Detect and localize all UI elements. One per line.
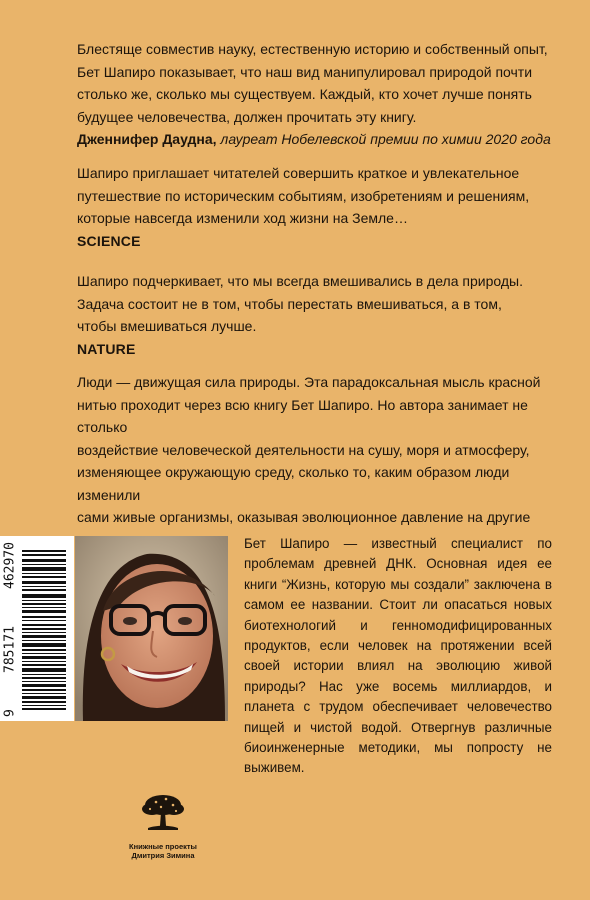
barcode-digit-group: 462970 xyxy=(2,542,18,589)
author-bio xyxy=(244,534,552,779)
quote-doudna xyxy=(77,38,557,151)
quote-science xyxy=(77,162,557,252)
quote-line: сами живые организмы, оказывая эволюционное давление на другие xyxy=(77,509,531,525)
quote-line: чтобы вмешиваться лучше. xyxy=(77,318,257,334)
publisher-imprint xyxy=(113,842,213,860)
isbn-barcode xyxy=(0,536,74,721)
barcode-digit-group: 785171 xyxy=(2,625,18,673)
quote-line: Шапиро приглашает читателей совершить краткое и увлекательное xyxy=(77,165,520,181)
quote-line: Шапиро подчеркивает, что мы всегда вмешивались в дела природы. xyxy=(77,273,523,289)
quote-line: путешествие по историческим событиям, изобретениям и решениям, xyxy=(77,187,530,204)
quote-line: воздействие человеческой деятельности на сушу, моря и атмосферу, xyxy=(77,441,530,458)
quote-attribution xyxy=(77,128,557,151)
quote-line: которые навсегда изменили ход жизни на Земле… xyxy=(77,210,408,226)
quote-source: NATURE xyxy=(77,340,136,357)
quote-line: столько же, сколько мы существуем. Каждый, кто хочет лучше понять xyxy=(77,86,532,102)
quote-nature xyxy=(77,270,557,360)
quote-line: изменяющее окружающую среду, сколько то, каким образом люди изменили xyxy=(77,464,510,503)
tree-logo-icon xyxy=(140,790,186,836)
quote-author: Дженнифер Даудна, xyxy=(77,131,217,147)
quote-source: SCIENCE xyxy=(77,232,141,249)
publisher-line: Дмитрия Зимина xyxy=(131,851,195,860)
author-bio-text: Бет Шапиро — известный специалист по проблемам древней ДНК. Основная идея ее книги “Жизнь, которую мы создали” заключена в самом ее названии. Стоит ли опасаться новых биотехнологий и генномодифицированных продуктов, если человек на протяжении всей своей истории влиял на эволюцию живой природы? Нас уже восемь миллиардов, и планета с трудом обеспечивает человечество пищей и чистой водой. Отвергнув различные биоинженерные методики, мы попросту не выживем. xyxy=(244,536,552,776)
barcode-digits xyxy=(1,542,19,717)
quote-line: Люди — движущая сила природы. Эта парадоксальная мысль красной xyxy=(77,374,541,390)
quote-line: нитью проходит через всю книгу Бет Шапиро. Но автора занимает не столько xyxy=(77,396,528,435)
publisher-line: Книжные проекты xyxy=(129,842,197,851)
quote-line: будущее человечества, должен прочитать эту книгу. xyxy=(77,108,417,125)
barcode-digit-group: 9 xyxy=(2,709,18,717)
quote-line: Блестяще совместив науку, естественную историю и собственный опыт, xyxy=(77,41,548,57)
quote-line: Бет Шапиро показывает, что наш вид манипулировал природой почти xyxy=(77,63,533,80)
quote-line: Задача состоит не в том, чтобы перестать вмешиваться, а в том, xyxy=(77,295,502,312)
barcode-bars xyxy=(22,550,66,710)
author-photo xyxy=(75,536,228,721)
quote-author-title: лауреат Нобелевской премии по химии 2020 года xyxy=(216,131,551,147)
